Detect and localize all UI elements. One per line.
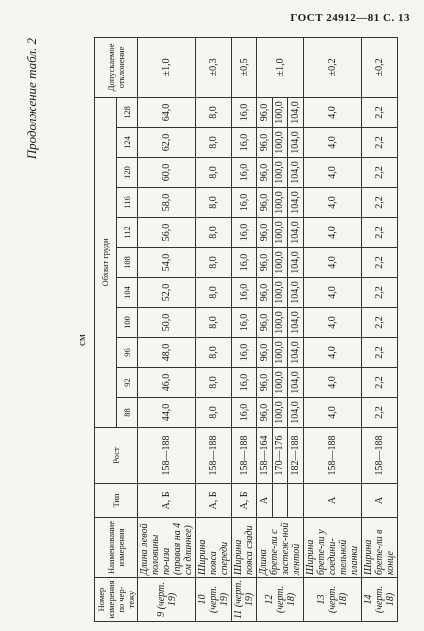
cell-value: 100,0 (272, 398, 288, 428)
cell-value: 2,2 (362, 368, 398, 398)
table-row (362, 37, 398, 621)
cell-value: 2,2 (362, 188, 398, 218)
cell-measure-number: 14 (черт. 18) (362, 578, 398, 622)
cell-value: 8,0 (196, 398, 232, 428)
col-header-tolerance: Допускаемое отклонение (95, 37, 138, 97)
col-header-size: 120 (116, 158, 138, 188)
cell-type: А, Б (196, 484, 232, 518)
cell-value: 48,0 (138, 338, 196, 368)
cell-value: 4,0 (304, 248, 362, 278)
cell-value: 16,0 (232, 248, 257, 278)
cell-value: 2,2 (362, 158, 398, 188)
cell-value: 54,0 (138, 248, 196, 278)
cell-type (272, 484, 288, 518)
col-header-size: 100 (116, 308, 138, 338)
size-table (94, 37, 398, 622)
cell-value: 44,0 (138, 398, 196, 428)
cell-measure-name: Ширина брете-ли в конце (362, 518, 398, 578)
cell-value: 8,0 (196, 338, 232, 368)
cell-height: 158—164 (257, 428, 273, 484)
cell-value: 16,0 (232, 128, 257, 158)
cell-value: 100,0 (272, 97, 288, 127)
page-header: ГОСТ 24912—81 С. 13 (290, 12, 410, 24)
cell-measure-name: Длина левой половины по-иза (правая на 4 см длиннее) (138, 518, 196, 578)
cell-value: 8,0 (196, 308, 232, 338)
cell-tolerance: ±0,2 (362, 37, 398, 97)
cell-type: А (257, 484, 273, 518)
cell-value: 8,0 (196, 128, 232, 158)
cell-value: 62,0 (138, 128, 196, 158)
cell-measure-number: 10 (черт. 19) (196, 578, 232, 622)
cell-value: 16,0 (232, 188, 257, 218)
col-header-girth-group: Обхват груди (95, 97, 117, 427)
cell-value: 52,0 (138, 278, 196, 308)
cell-value: 100,0 (272, 338, 288, 368)
cell-height: 182—188 (288, 428, 304, 484)
cell-measure-name: Ширина пояса сзади (232, 518, 257, 578)
table-row (304, 37, 362, 621)
cell-value: 96,0 (257, 368, 273, 398)
cell-value: 4,0 (304, 278, 362, 308)
cell-value: 96,0 (257, 97, 273, 127)
cell-value: 8,0 (196, 218, 232, 248)
cell-value: 104,0 (288, 218, 304, 248)
cell-measure-number: 9 (черт. 19) (138, 578, 196, 622)
unit-label: см (76, 334, 88, 346)
cell-value: 100,0 (272, 248, 288, 278)
table-row (232, 37, 257, 621)
col-header-name: Наименование измерения (95, 518, 138, 578)
cell-value: 16,0 (232, 338, 257, 368)
cell-value: 8,0 (196, 278, 232, 308)
cell-height: 158—188 (304, 428, 362, 484)
cell-tolerance: ±0,5 (232, 37, 257, 97)
cell-value: 96,0 (257, 248, 273, 278)
cell-tolerance: ±1,0 (257, 37, 304, 97)
cell-value: 2,2 (362, 128, 398, 158)
cell-value: 4,0 (304, 158, 362, 188)
cell-value: 100,0 (272, 278, 288, 308)
cell-height: 158—188 (196, 428, 232, 484)
col-header-size: 104 (116, 278, 138, 308)
table-row (257, 37, 273, 621)
cell-value: 104,0 (288, 248, 304, 278)
cell-type: А, Б (138, 484, 196, 518)
cell-value: 58,0 (138, 188, 196, 218)
cell-value: 8,0 (196, 368, 232, 398)
col-header-size: 128 (116, 97, 138, 127)
cell-value: 104,0 (288, 308, 304, 338)
col-header-size: 116 (116, 188, 138, 218)
cell-value: 96,0 (257, 188, 273, 218)
cell-tolerance: ±0,3 (196, 37, 232, 97)
cell-value: 4,0 (304, 368, 362, 398)
cell-value: 2,2 (362, 97, 398, 127)
cell-value: 4,0 (304, 338, 362, 368)
cell-value: 46,0 (138, 368, 196, 398)
col-header-size: 108 (116, 248, 138, 278)
cell-value: 4,0 (304, 218, 362, 248)
cell-type (288, 484, 304, 518)
rotated-page-body (24, 38, 408, 622)
cell-measure-name: Ширина пояса спереди (196, 518, 232, 578)
col-header-height: Рост (95, 428, 138, 484)
cell-value: 16,0 (232, 278, 257, 308)
cell-value: 2,2 (362, 308, 398, 338)
cell-height: 158—188 (362, 428, 398, 484)
cell-value: 16,0 (232, 97, 257, 127)
col-header-size: 124 (116, 128, 138, 158)
cell-value: 96,0 (257, 218, 273, 248)
cell-value: 100,0 (272, 158, 288, 188)
cell-value: 104,0 (288, 398, 304, 428)
table-row (138, 37, 196, 621)
cell-tolerance: ±1,0 (138, 37, 196, 97)
cell-value: 64,0 (138, 97, 196, 127)
col-header-no: Номер измерения по чер-тежу (95, 578, 138, 622)
cell-value: 100,0 (272, 128, 288, 158)
cell-value: 100,0 (272, 308, 288, 338)
cell-type: А (362, 484, 398, 518)
cell-value: 8,0 (196, 97, 232, 127)
cell-type: А, Б (232, 484, 257, 518)
col-header-type: Тип (95, 484, 138, 518)
cell-value: 104,0 (288, 368, 304, 398)
cell-type: А (304, 484, 362, 518)
cell-value: 104,0 (288, 338, 304, 368)
cell-value: 16,0 (232, 308, 257, 338)
col-header-size: 112 (116, 218, 138, 248)
cell-value: 96,0 (257, 398, 273, 428)
table-caption: Продолжение табл. 2 (24, 38, 39, 160)
col-header-size: 96 (116, 338, 138, 368)
cell-value: 4,0 (304, 398, 362, 428)
cell-value: 4,0 (304, 128, 362, 158)
cell-value: 4,0 (304, 188, 362, 218)
cell-height: 170—176 (272, 428, 288, 484)
cell-tolerance: ±0,2 (304, 37, 362, 97)
cell-value: 4,0 (304, 308, 362, 338)
col-header-size: 88 (116, 398, 138, 428)
col-header-size: 92 (116, 368, 138, 398)
cell-value: 4,0 (304, 97, 362, 127)
cell-value: 104,0 (288, 97, 304, 127)
cell-measure-name: Ширина брете-ли у соедини-тельной планки (304, 518, 362, 578)
cell-value: 16,0 (232, 368, 257, 398)
cell-value: 8,0 (196, 188, 232, 218)
cell-value: 104,0 (288, 158, 304, 188)
cell-value: 100,0 (272, 368, 288, 398)
cell-value: 96,0 (257, 158, 273, 188)
cell-value: 96,0 (257, 308, 273, 338)
cell-measure-number: 11 (черт. 19) (232, 578, 257, 622)
cell-value: 2,2 (362, 398, 398, 428)
table-body (138, 37, 398, 621)
cell-value: 96,0 (257, 128, 273, 158)
cell-value: 16,0 (232, 158, 257, 188)
cell-value: 100,0 (272, 218, 288, 248)
cell-value: 60,0 (138, 158, 196, 188)
cell-height: 158—188 (138, 428, 196, 484)
cell-measure-number: 13 (черт. 18) (304, 578, 362, 622)
cell-value: 16,0 (232, 398, 257, 428)
cell-measure-name: Длина брете-ли с застеж-ной лентой (257, 518, 304, 578)
cell-value: 96,0 (257, 338, 273, 368)
cell-measure-number: 12 (черт. 18) (257, 578, 304, 622)
cell-value: 96,0 (257, 278, 273, 308)
cell-value: 2,2 (362, 218, 398, 248)
cell-value: 100,0 (272, 188, 288, 218)
cell-value: 8,0 (196, 158, 232, 188)
cell-value: 56,0 (138, 218, 196, 248)
cell-value: 2,2 (362, 338, 398, 368)
cell-value: 16,0 (232, 218, 257, 248)
cell-value: 104,0 (288, 128, 304, 158)
cell-value: 104,0 (288, 188, 304, 218)
cell-value: 8,0 (196, 248, 232, 278)
cell-height: 158—188 (232, 428, 257, 484)
cell-value: 50,0 (138, 308, 196, 338)
table-row (196, 37, 232, 621)
cell-value: 2,2 (362, 278, 398, 308)
cell-value: 2,2 (362, 248, 398, 278)
cell-value: 104,0 (288, 278, 304, 308)
